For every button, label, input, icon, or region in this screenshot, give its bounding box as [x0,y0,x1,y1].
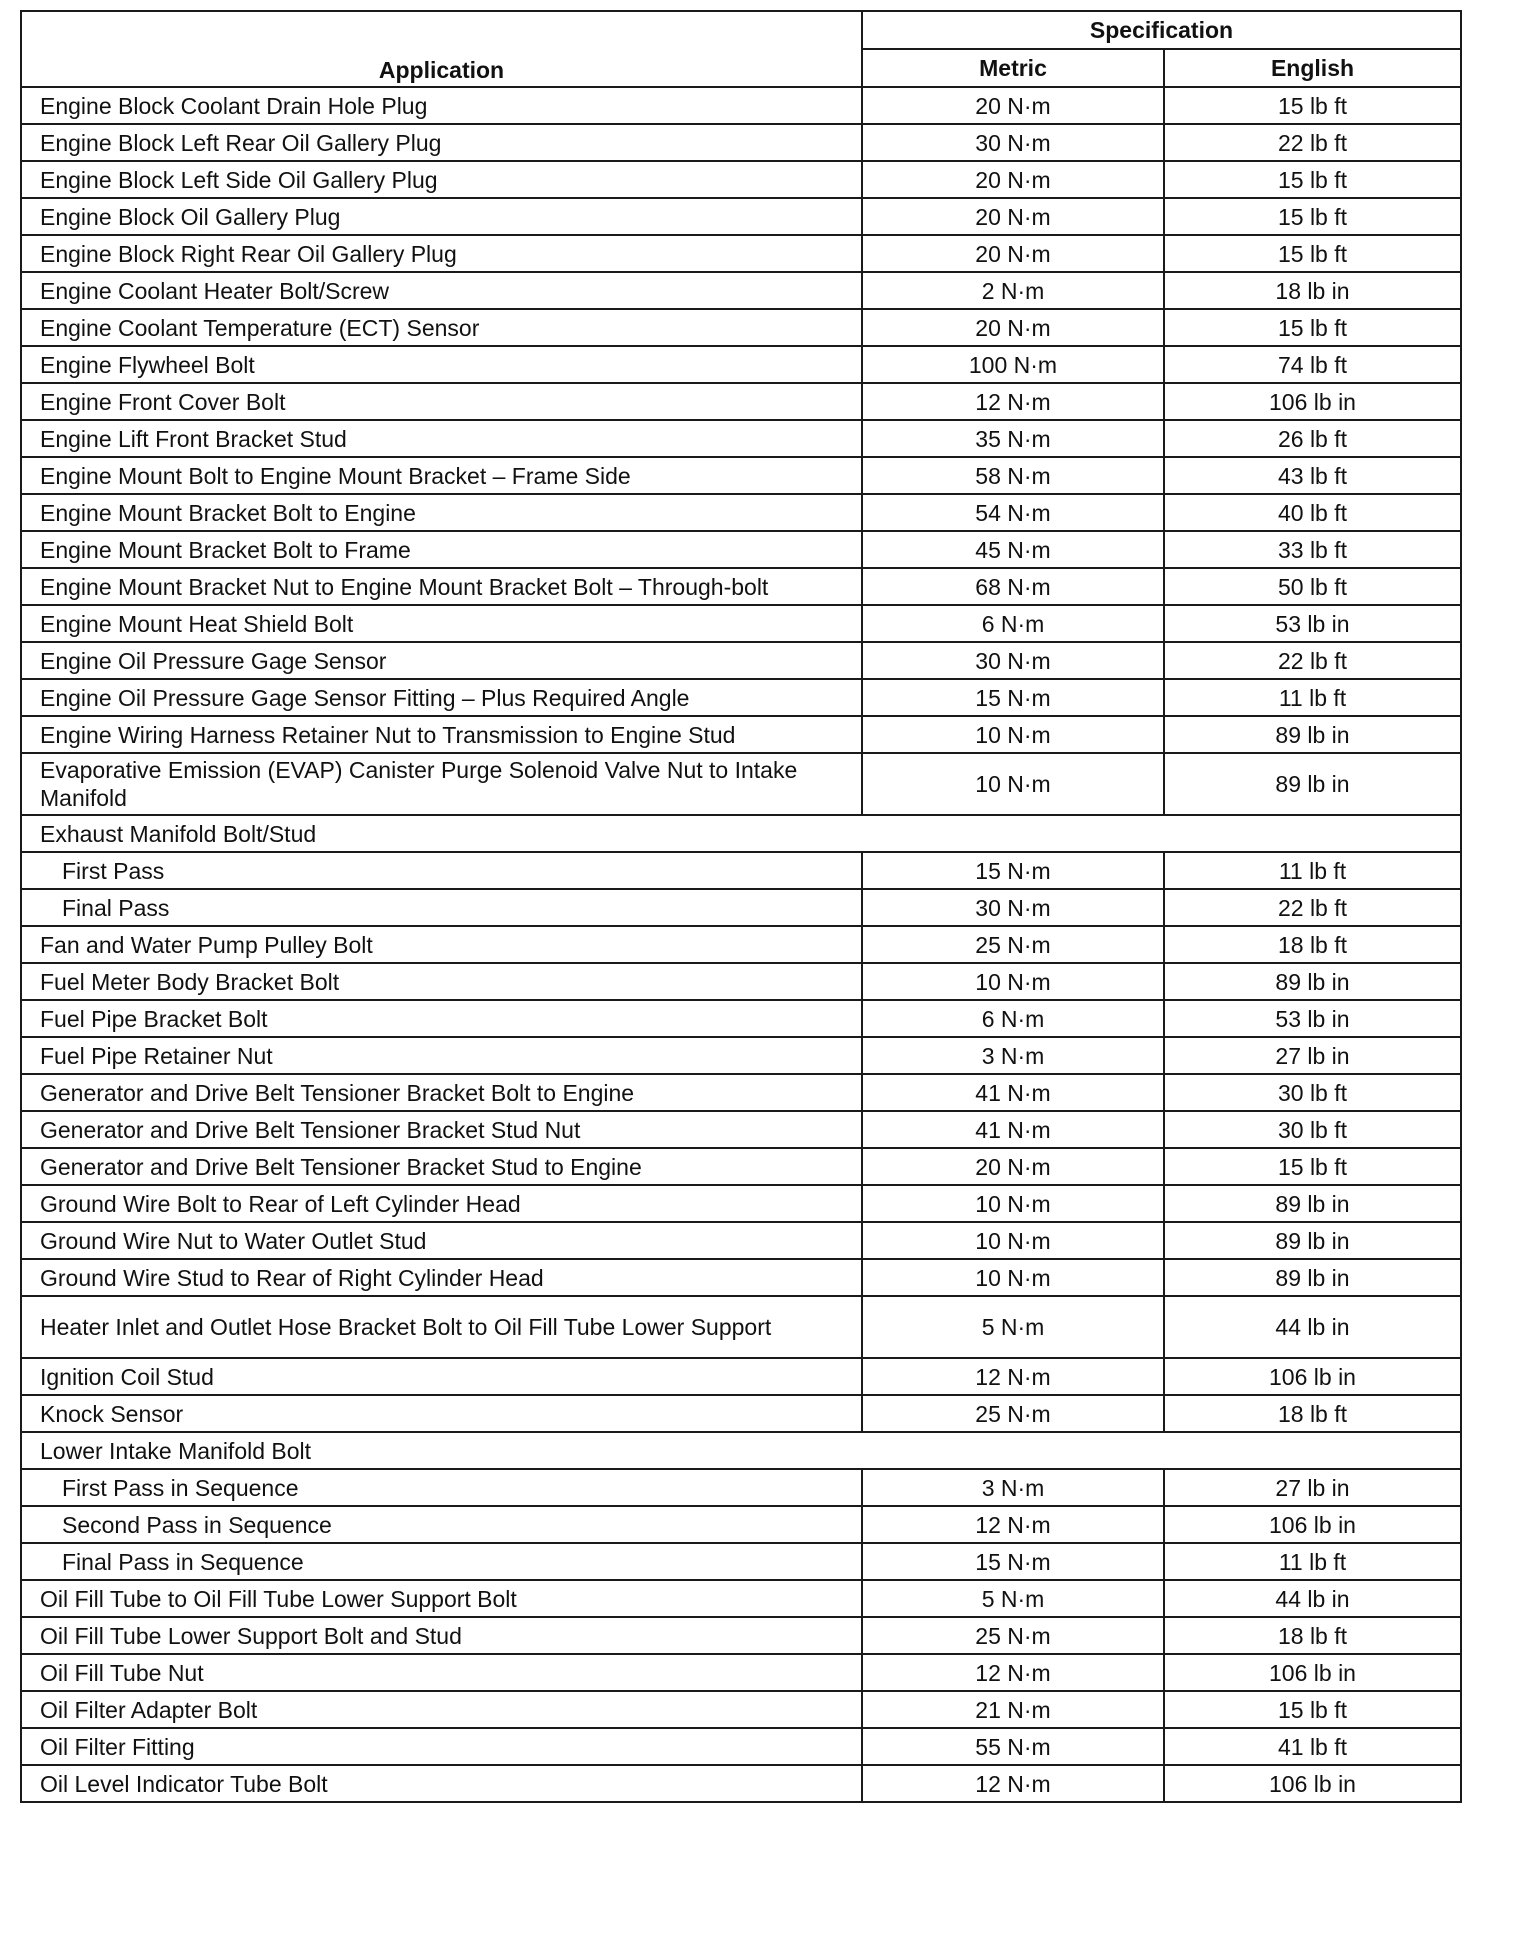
application-cell: Engine Block Oil Gallery Plug [21,198,862,235]
table-row [21,1617,1461,1654]
table-row [21,1765,1461,1802]
table-row [21,1000,1461,1037]
english-cell: 41 lb ft [1164,1728,1461,1765]
table-row [21,1185,1461,1222]
group-label: Exhaust Manifold Bolt/Stud [21,815,1461,852]
english-cell: 89 lb in [1164,753,1461,815]
english-cell: 15 lb ft [1164,198,1461,235]
table-row [21,235,1461,272]
application-cell: Oil Fill Tube to Oil Fill Tube Lower Support Bolt [21,1580,862,1617]
application-cell: Knock Sensor [21,1395,862,1432]
table-row [21,383,1461,420]
english-cell: 33 lb ft [1164,531,1461,568]
table-row [21,1543,1461,1580]
application-cell: Engine Block Left Side Oil Gallery Plug [21,161,862,198]
metric-cell: 20 N·m [862,1148,1164,1185]
application-cell: Ignition Coil Stud [21,1358,862,1395]
english-cell: 89 lb in [1164,716,1461,753]
metric-cell: 41 N·m [862,1111,1164,1148]
metric-cell: 12 N·m [862,1765,1164,1802]
application-cell: Engine Oil Pressure Gage Sensor Fitting – Plus Required Angle [21,679,862,716]
application-cell: Evaporative Emission (EVAP) Canister Purge Solenoid Valve Nut to Intake Manifold [21,753,862,815]
english-cell: 22 lb ft [1164,124,1461,161]
metric-cell: 10 N·m [862,963,1164,1000]
metric-cell: 20 N·m [862,198,1164,235]
metric-cell: 12 N·m [862,1506,1164,1543]
application-cell: Engine Mount Bolt to Engine Mount Bracket – Frame Side [21,457,862,494]
table-row [21,1395,1461,1432]
application-cell: Final Pass in Sequence [21,1543,862,1580]
table-row [21,753,1461,815]
application-cell: Second Pass in Sequence [21,1506,862,1543]
metric-cell: 12 N·m [862,383,1164,420]
english-cell: 106 lb in [1164,383,1461,420]
table-row [21,1506,1461,1543]
application-cell: Fuel Meter Body Bracket Bolt [21,963,862,1000]
table-row [21,1259,1461,1296]
english-cell: 22 lb ft [1164,889,1461,926]
metric-cell: 55 N·m [862,1728,1164,1765]
english-cell: 15 lb ft [1164,161,1461,198]
group-label: Lower Intake Manifold Bolt [21,1432,1461,1469]
english-cell: 18 lb ft [1164,1395,1461,1432]
english-cell: 89 lb in [1164,1222,1461,1259]
english-cell: 27 lb in [1164,1037,1461,1074]
application-cell: Final Pass [21,889,862,926]
metric-cell: 2 N·m [862,272,1164,309]
application-cell: Engine Mount Bracket Bolt to Frame [21,531,862,568]
metric-cell: 10 N·m [862,1185,1164,1222]
application-cell: Generator and Drive Belt Tensioner Bracket Stud to Engine [21,1148,862,1185]
specification-header: Specification [862,11,1461,49]
metric-header: Metric [862,49,1164,87]
metric-cell: 21 N·m [862,1691,1164,1728]
metric-cell: 5 N·m [862,1296,1164,1358]
english-cell: 89 lb in [1164,1185,1461,1222]
table-row [21,1148,1461,1185]
application-cell: Engine Mount Bracket Bolt to Engine [21,494,862,531]
english-cell: 15 lb ft [1164,1691,1461,1728]
english-cell: 27 lb in [1164,1469,1461,1506]
application-cell: Fuel Pipe Retainer Nut [21,1037,862,1074]
application-cell: Generator and Drive Belt Tensioner Bracket Stud Nut [21,1111,862,1148]
application-cell: Heater Inlet and Outlet Hose Bracket Bolt to Oil Fill Tube Lower Support [21,1296,862,1358]
application-cell: Oil Filter Fitting [21,1728,862,1765]
metric-cell: 68 N·m [862,568,1164,605]
metric-cell: 25 N·m [862,926,1164,963]
metric-cell: 45 N·m [862,531,1164,568]
table-row [21,1222,1461,1259]
table-row [21,852,1461,889]
table-row [21,1074,1461,1111]
english-cell: 15 lb ft [1164,87,1461,124]
table-row [21,568,1461,605]
english-cell: 53 lb in [1164,1000,1461,1037]
english-cell: 30 lb ft [1164,1111,1461,1148]
application-cell: Engine Block Right Rear Oil Gallery Plug [21,235,862,272]
metric-cell: 10 N·m [862,1222,1164,1259]
table-row [21,457,1461,494]
table-row [21,272,1461,309]
metric-cell: 12 N·m [862,1654,1164,1691]
application-cell: Engine Mount Heat Shield Bolt [21,605,862,642]
header-row-top [21,11,1461,49]
application-cell: Engine Wiring Harness Retainer Nut to Transmission to Engine Stud [21,716,862,753]
metric-cell: 20 N·m [862,235,1164,272]
application-cell: Engine Lift Front Bracket Stud [21,420,862,457]
table-row [21,1691,1461,1728]
english-header: English [1164,49,1461,87]
english-cell: 30 lb ft [1164,1074,1461,1111]
table-row [21,889,1461,926]
application-cell: Engine Block Left Rear Oil Gallery Plug [21,124,862,161]
table-body [21,87,1461,1802]
metric-cell: 15 N·m [862,852,1164,889]
english-cell: 18 lb in [1164,272,1461,309]
metric-cell: 41 N·m [862,1074,1164,1111]
application-cell: Engine Block Coolant Drain Hole Plug [21,87,862,124]
table-row [21,198,1461,235]
table-row [21,494,1461,531]
metric-cell: 100 N·m [862,346,1164,383]
application-cell: Engine Mount Bracket Nut to Engine Mount Bracket Bolt – Through-bolt [21,568,862,605]
application-cell: Fuel Pipe Bracket Bolt [21,1000,862,1037]
table-row [21,1654,1461,1691]
metric-cell: 54 N·m [862,494,1164,531]
english-cell: 11 lb ft [1164,852,1461,889]
english-cell: 26 lb ft [1164,420,1461,457]
metric-cell: 35 N·m [862,420,1164,457]
english-cell: 89 lb in [1164,963,1461,1000]
metric-cell: 6 N·m [862,1000,1164,1037]
table-row [21,346,1461,383]
table-row [21,420,1461,457]
table-row [21,1358,1461,1395]
english-cell: 89 lb in [1164,1259,1461,1296]
table-row [21,1580,1461,1617]
application-cell: Ground Wire Nut to Water Outlet Stud [21,1222,862,1259]
metric-cell: 3 N·m [862,1037,1164,1074]
table-row [21,605,1461,642]
metric-cell: 20 N·m [862,161,1164,198]
application-cell: Ground Wire Stud to Rear of Right Cylinder Head [21,1259,862,1296]
table-group-row [21,815,1461,852]
table-row [21,1728,1461,1765]
metric-cell: 10 N·m [862,716,1164,753]
english-cell: 18 lb ft [1164,1617,1461,1654]
application-cell: Oil Fill Tube Nut [21,1654,862,1691]
table-row [21,87,1461,124]
table-row [21,1111,1461,1148]
application-cell: Fan and Water Pump Pulley Bolt [21,926,862,963]
application-cell: First Pass in Sequence [21,1469,862,1506]
table-row [21,161,1461,198]
metric-cell: 12 N·m [862,1358,1164,1395]
english-cell: 44 lb in [1164,1580,1461,1617]
application-cell: Engine Front Cover Bolt [21,383,862,420]
english-cell: 53 lb in [1164,605,1461,642]
table-row [21,642,1461,679]
metric-cell: 25 N·m [862,1395,1164,1432]
application-cell: Engine Coolant Heater Bolt/Screw [21,272,862,309]
english-cell: 15 lb ft [1164,235,1461,272]
table-row [21,309,1461,346]
metric-cell: 20 N·m [862,87,1164,124]
application-cell: Generator and Drive Belt Tensioner Bracket Bolt to Engine [21,1074,862,1111]
english-cell: 44 lb in [1164,1296,1461,1358]
english-cell: 106 lb in [1164,1765,1461,1802]
torque-spec-table [20,10,1462,1803]
table-row [21,1296,1461,1358]
table-row [21,124,1461,161]
english-cell: 40 lb ft [1164,494,1461,531]
application-cell: Ground Wire Bolt to Rear of Left Cylinder Head [21,1185,862,1222]
metric-cell: 25 N·m [862,1617,1164,1654]
metric-cell: 5 N·m [862,1580,1164,1617]
metric-cell: 30 N·m [862,642,1164,679]
application-cell: Oil Filter Adapter Bolt [21,1691,862,1728]
english-cell: 106 lb in [1164,1654,1461,1691]
metric-cell: 15 N·m [862,679,1164,716]
english-cell: 50 lb ft [1164,568,1461,605]
table-row [21,926,1461,963]
english-cell: 15 lb ft [1164,309,1461,346]
application-cell: First Pass [21,852,862,889]
table-group-row [21,1432,1461,1469]
table-row [21,679,1461,716]
table-row [21,531,1461,568]
english-cell: 15 lb ft [1164,1148,1461,1185]
english-cell: 18 lb ft [1164,926,1461,963]
metric-cell: 15 N·m [862,1543,1164,1580]
metric-cell: 10 N·m [862,753,1164,815]
english-cell: 11 lb ft [1164,1543,1461,1580]
english-cell: 43 lb ft [1164,457,1461,494]
table-row [21,963,1461,1000]
metric-cell: 10 N·m [862,1259,1164,1296]
application-cell: Engine Flywheel Bolt [21,346,862,383]
table-row [21,1037,1461,1074]
metric-cell: 20 N·m [862,309,1164,346]
application-cell: Engine Oil Pressure Gage Sensor [21,642,862,679]
application-cell: Oil Level Indicator Tube Bolt [21,1765,862,1802]
application-cell: Engine Coolant Temperature (ECT) Sensor [21,309,862,346]
english-cell: 106 lb in [1164,1506,1461,1543]
application-header: Application [21,11,862,87]
metric-cell: 6 N·m [862,605,1164,642]
english-cell: 11 lb ft [1164,679,1461,716]
english-cell: 106 lb in [1164,1358,1461,1395]
table-row [21,1469,1461,1506]
metric-cell: 3 N·m [862,1469,1164,1506]
english-cell: 74 lb ft [1164,346,1461,383]
application-cell: Oil Fill Tube Lower Support Bolt and Stud [21,1617,862,1654]
metric-cell: 58 N·m [862,457,1164,494]
metric-cell: 30 N·m [862,124,1164,161]
english-cell: 22 lb ft [1164,642,1461,679]
metric-cell: 30 N·m [862,889,1164,926]
table-row [21,716,1461,753]
